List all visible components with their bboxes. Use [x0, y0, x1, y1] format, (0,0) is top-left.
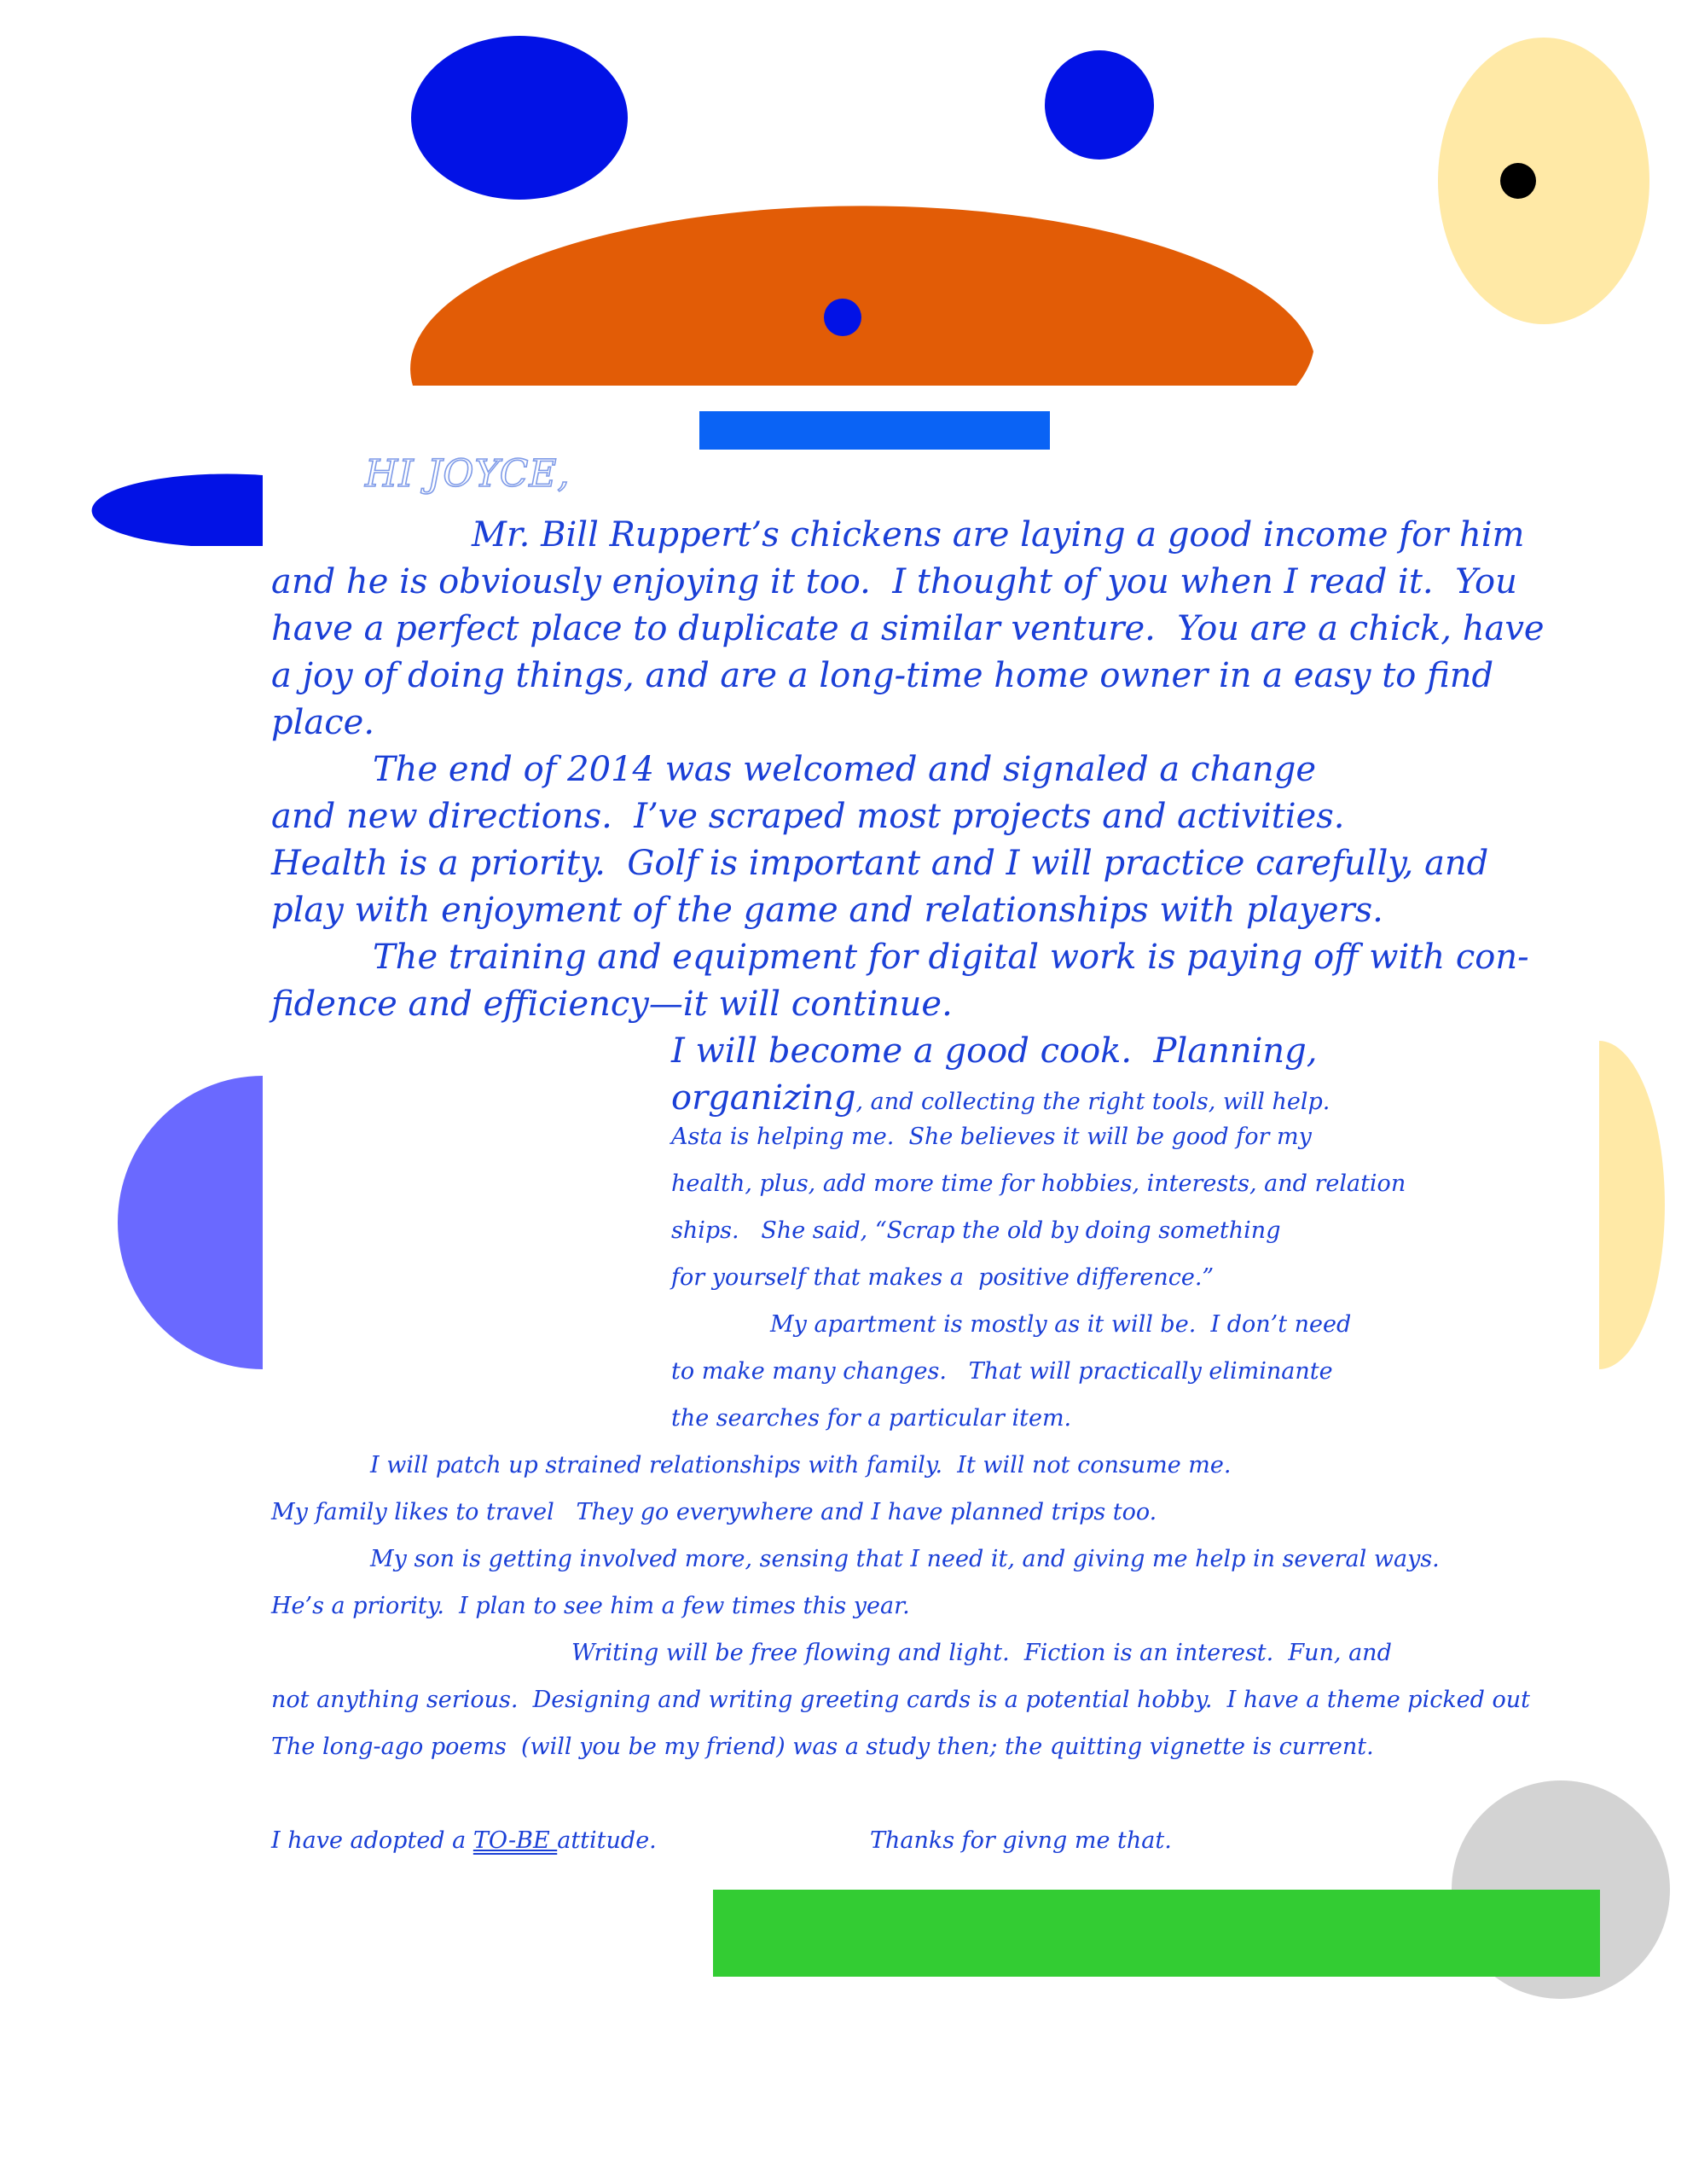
orange-half-oval: [410, 206, 1313, 386]
letter-line-24: He’s a priority. I plan to see him a few times this year.: [271, 1593, 910, 1619]
letter-line-3: have a perfect place to duplicate a similar venture. You are a chick, have: [271, 609, 1545, 648]
to-be-emphasis: TO-BE: [472, 1827, 558, 1854]
letter-line-23: My son is getting involved more, sensing that I need it, and giving me help in several ways.: [370, 1546, 1440, 1572]
blue-circle-right: [1045, 50, 1154, 160]
letter-line-6: The end of 2014 was welcomed and signaled a change: [373, 750, 1316, 789]
letter-line-14: Asta is helping me. She believes it will be good for my: [671, 1124, 1312, 1150]
letter-line-8: Health is a priority. Golf is important and I will practice carefully, and: [271, 844, 1489, 883]
thanks-line: Thanks for givng me that.: [870, 1827, 1172, 1854]
letter-line-15: health, plus, add more time for hobbies, interests, and relation: [671, 1170, 1406, 1197]
letter-line-13-word: organizing: [671, 1078, 856, 1118]
letter-line-5: place.: [271, 703, 375, 742]
letter-line-12: I will become a good cook. Planning,: [671, 1031, 1318, 1071]
green-bar: [713, 1890, 1600, 1977]
letter-line-4: a joy of doing things, and are a long-time home owner in a easy to find: [271, 656, 1494, 695]
letter-line-26: not anything serious. Designing and writing greeting cards is a potential hobby. I have a theme picked out: [271, 1687, 1531, 1713]
pale-yellow-oval: [1438, 38, 1649, 324]
blue-bar: [699, 411, 1050, 450]
letter-line-16: ships. She said, “Scrap the old by doing something: [671, 1217, 1281, 1244]
letter-line-1: Mr. Bill Ruppert’s chickens are laying a good income for him: [472, 515, 1525, 555]
letter-line-2: and he is obviously enjoying it too. I thought of you when I read it. You: [271, 562, 1517, 601]
blue-oval-left: [411, 36, 628, 200]
letter-line-13-rest: , and collecting the right tools, will help.: [855, 1089, 1330, 1115]
closing-line: [271, 1818, 657, 1864]
pale-yellow-half-circle: [1599, 1041, 1665, 1369]
letter-line-25: Writing will be free flowing and light. Fiction is an interest. Fun, and: [571, 1640, 1392, 1666]
blue-dot-on-orange: [824, 299, 861, 336]
closing-end: attitude.: [557, 1827, 657, 1854]
black-dot: [1500, 163, 1536, 199]
letter-line-22: My family likes to travel They go everywhere and I have planned trips too.: [271, 1499, 1157, 1525]
blue-half-oval-left: [92, 473, 263, 546]
closing-start: I have adopted a: [271, 1827, 473, 1854]
letter-line-9: play with enjoyment of the game and relationships with players.: [271, 891, 1383, 930]
letter-line-27: The long-ago poems (will you be my friend) was a study then; the quitting vignette is current.: [271, 1734, 1374, 1760]
letter-line-11: fidence and efficiency—it will continue.: [271, 985, 953, 1024]
letter-line-21: I will patch up strained relationships with family. It will not consume me.: [370, 1452, 1232, 1478]
letter-line-10: The training and equipment for digital work is paying off with con-: [373, 938, 1529, 977]
letter-line-7: and new directions. I’ve scraped most projects and activities.: [271, 797, 1345, 836]
periwinkle-half-circle: [118, 1076, 263, 1369]
letter-line-18: My apartment is mostly as it will be. I don’t need: [770, 1311, 1352, 1338]
letter-line-20: the searches for a particular item.: [671, 1405, 1072, 1432]
letter-line-19: to make many changes. That will practically eliminante: [671, 1358, 1333, 1385]
greeting: HI JOYCE,: [365, 452, 571, 496]
letter-line-17: for yourself that makes a positive difference.”: [671, 1264, 1215, 1291]
